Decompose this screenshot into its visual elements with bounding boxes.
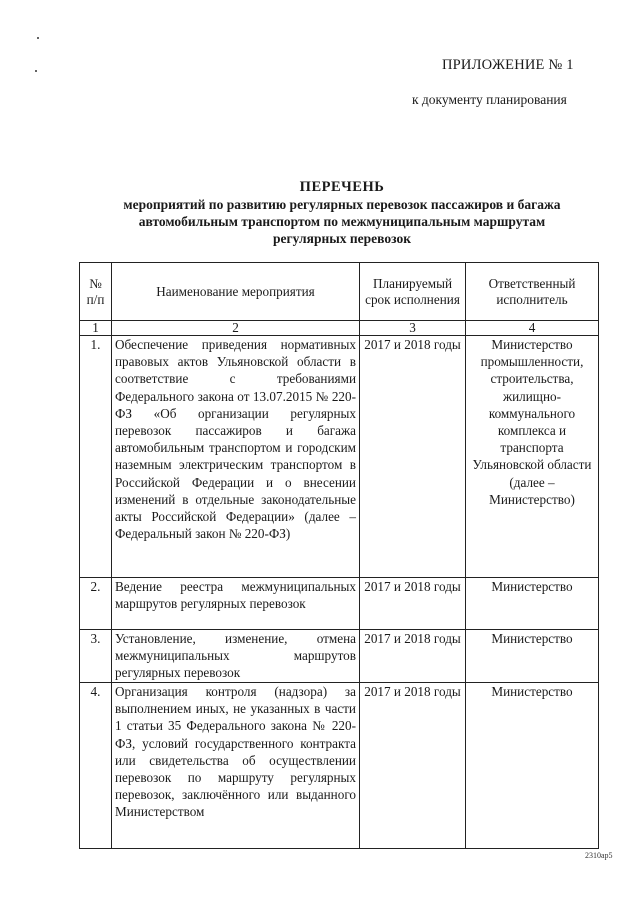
title-line-2: автомобильным транспортом по межмуниципальным маршрутам (138, 214, 546, 229)
column-index-row (80, 321, 599, 336)
row-term: 2017 и 2018 годы (360, 630, 466, 683)
measures-table (79, 262, 599, 849)
row-responsible: Министерство промышленности, строительства, жилищно-коммунального комплекса и транспорта Ульяновской области (далее – Министерство) (466, 336, 599, 578)
title-line-1: мероприятий по развитию регулярных перевозок пассажиров и багажа (123, 197, 561, 212)
row-term: 2017 и 2018 годы (360, 336, 466, 578)
header-responsible: Ответственный исполнитель (466, 263, 599, 321)
row-term: 2017 и 2018 годы (360, 578, 466, 630)
header-name: Наименование мероприятия (112, 263, 360, 321)
title-line-3: регулярных перевозок (273, 231, 411, 246)
row-num: 3. (80, 630, 112, 683)
header-num: № п/п (80, 263, 112, 321)
header-term: Планируемый срок исполнения (360, 263, 466, 321)
row-name: Обеспечение приведения нормативных правовых актов Ульяновской области в соответствие с требованиями Федерального закона от 13.07.2015 № 220-ФЗ «Об организации регулярных перевозок пассажиров и багажа автомобильным транспортом и городским наземным электрическим транспортом в Российской Федерации и о внесении изменений в отдельные законодательные акты Российской Федерации» (далее – Федеральный закон № 220-ФЗ) (112, 336, 360, 578)
column-index: 1 (80, 321, 112, 336)
row-num: 1. (80, 336, 112, 578)
row-name: Ведение реестра межмуниципальных маршрутов регулярных перевозок (112, 578, 360, 630)
column-index: 2 (112, 321, 360, 336)
column-index: 3 (360, 321, 466, 336)
table-header-row (80, 263, 599, 321)
table-row (80, 336, 599, 578)
row-num: 2. (80, 578, 112, 630)
row-responsible: Министерство (466, 630, 599, 683)
appendix-label: ПРИЛОЖЕНИЕ № 1 (442, 57, 574, 73)
scan-speck (37, 37, 39, 39)
title-main: ПЕРЕЧЕНЬ (299, 179, 385, 195)
table-row (80, 630, 599, 683)
row-term: 2017 и 2018 годы (360, 683, 466, 849)
table-row (80, 578, 599, 630)
row-name: Организация контроля (надзора) за выполнением иных, не указанных в части 1 статьи 35 Федерального закона № 220-ФЗ, условий государственного контракта или свидетельства об осуществлении перевозок по маршруту регулярных перевозок, заключённого или выданного Министерством (112, 683, 360, 849)
table-row (80, 683, 599, 849)
document-title (72, 178, 612, 247)
row-name: Установление, изменение, отмена межмуниципальных маршрутов регулярных перевозок (112, 630, 360, 683)
row-responsible: Министерство (466, 683, 599, 849)
row-responsible: Министерство (466, 578, 599, 630)
document-code: 2310ар5 (585, 851, 613, 860)
row-num: 4. (80, 683, 112, 849)
scan-speck (35, 70, 37, 72)
appendix-subtitle: к документу планирования (412, 92, 567, 107)
column-index: 4 (466, 321, 599, 336)
